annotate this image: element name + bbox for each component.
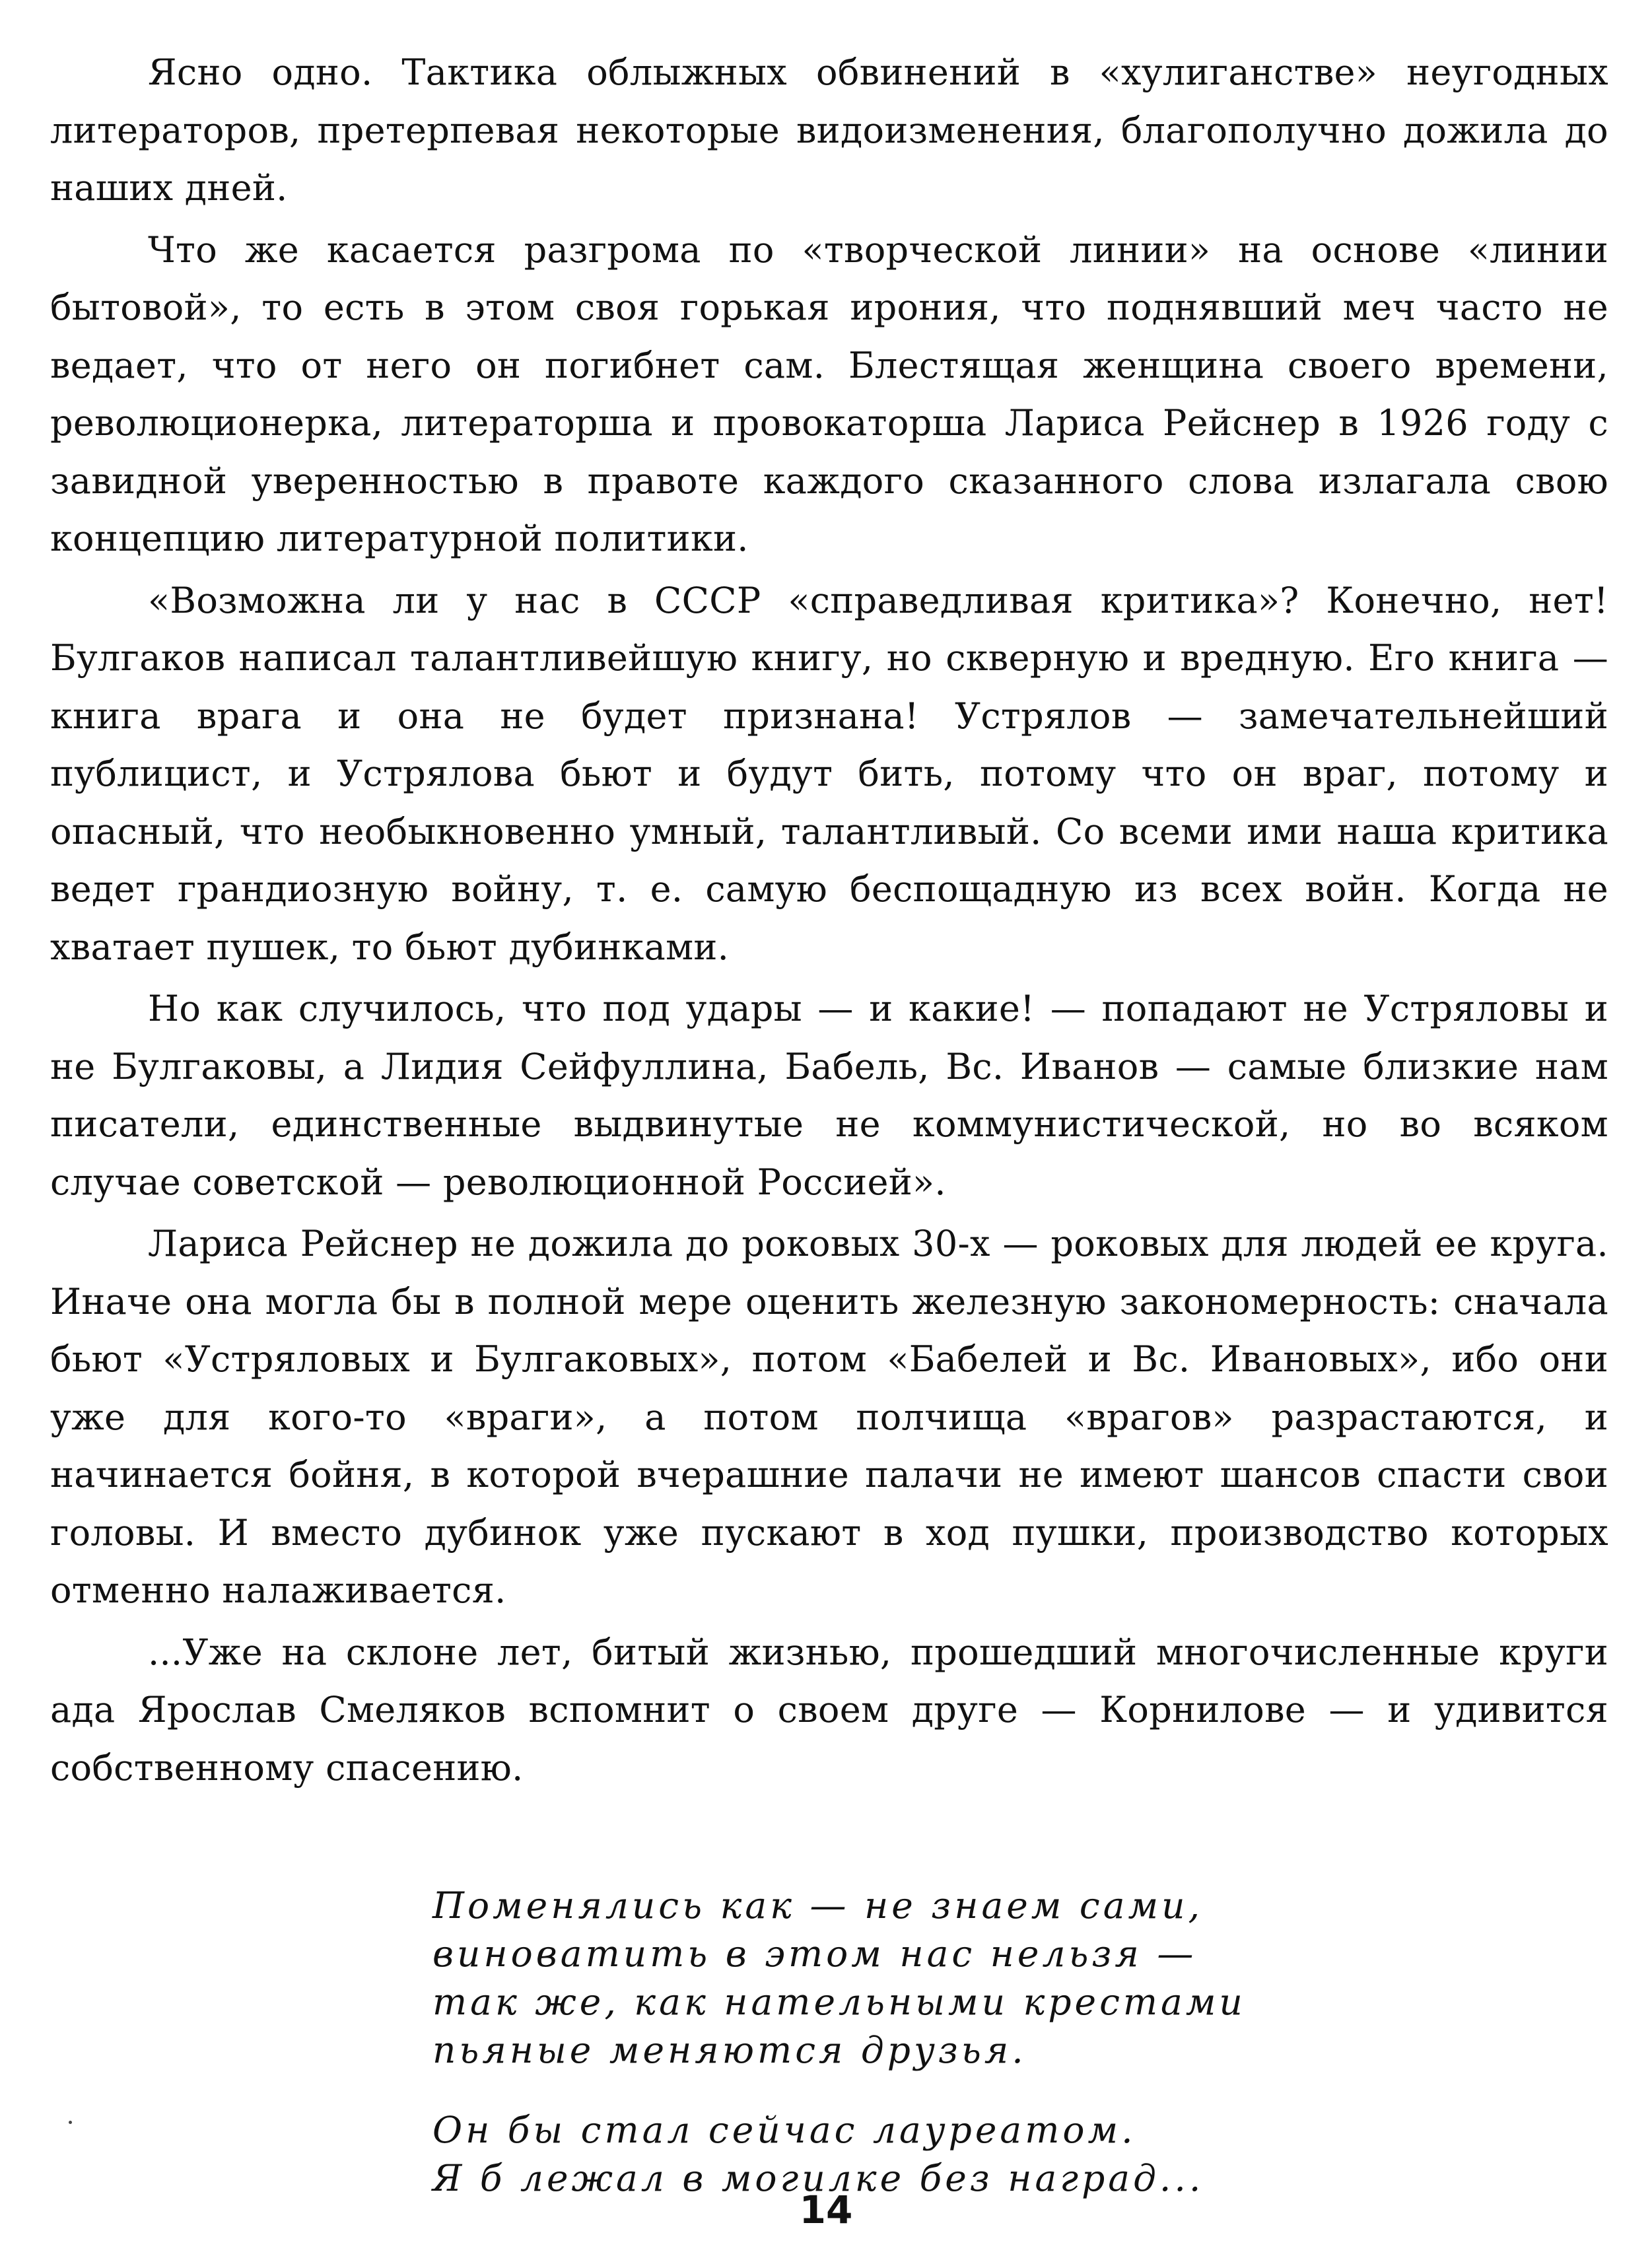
paragraph-1: Ясно одно. Тактика облыжных обвинений в «хулиганстве» неугодных литераторов, претерпевая некоторые видоизменения, благополучно дожила до наших дней. [50,51,1608,209]
poem-line: Он бы стал сейчас лауреатом. [432,2109,1136,2151]
paragraph-3: «Возможна ли у нас в СССР «справедливая критика»? Конечно, нет! Булгаков написал талантливейшую книгу, но скверную и вредную. Его книга — книга врага и она не будет признана! Устрялов — замечательнейший публицист, и Устрялова бьют и будут бить, потому что он враг, потому и опасный, что необыкновенно умный, талантливый. Со всеми ими наша критика ведет грандиозную войну, т. е. самую беспощадную из всех войн. Когда не хватает пушек, то бьют дубинками. [50,579,1608,968]
poem-line: пьяные меняются друзья. [432,2029,1027,2071]
poem-line: Я б лежал в могилке без наград... [432,2157,1204,2199]
paragraph-5: Лариса Рейснер не дожила до роковых 30-х — роковых для людей ее круга. Иначе она могла бы в полной мере оценить железную закономерность: сначала бьют «Устряловых и Булгаковых», потом «Бабелей и Вс. Ивановых», ибо они уже для кого-то «враги», а потом полчища «врагов» разрастаются, и начинается бойня, в которой вчерашние палачи не имеют шансов спасти свои головы. И вместо дубинок уже пускают в ход пушки, производство которых отменно налаживается. [50,1223,1608,1611]
poem-stanza [432,1882,1423,2074]
page-number: 14 [799,2187,853,2232]
poem-line: Поменялись как — не знаем сами, [432,1884,1203,1927]
paragraph-6: ...Уже на склоне лет, битый жизнью, прошедший многочисленные круги ада Ярослав Смеляков вспомнит о своем друге — Корнилове — и удивится собственному спасению. [50,1631,1608,1789]
body-text [50,44,1608,1797]
paragraph-4: Но как случилось, что под удары — и какие! — попадают не Устряловы и не Булгаковы, а Лидия Сейфуллина, Бабель, Вс. Иванов — самые близкие нам писатели, единственные выдвинутые не коммунистической, но во всяком случае советской — революционной Россией». [50,988,1608,1203]
poem-quote [432,1882,1423,2203]
poem-line: виноватить в этом нас нельзя — [432,1933,1197,1975]
print-speck [69,2121,72,2124]
poem-line: так же, как нательными крестами [432,1981,1246,2023]
paragraph-2: Что же касается разгрома по «творческой линии» на основе «линии бытовой», то есть в этом своя горькая ирония, что поднявший меч часто не ведает, что от него он погибнет сам. Блестящая женщина своего времени, революционерка, литераторша и провокаторша Лариса Рейснер в 1926 году с завидной уверенностью в правоте каждого сказанного слова излагала свою концепцию литературной политики. [50,228,1608,559]
